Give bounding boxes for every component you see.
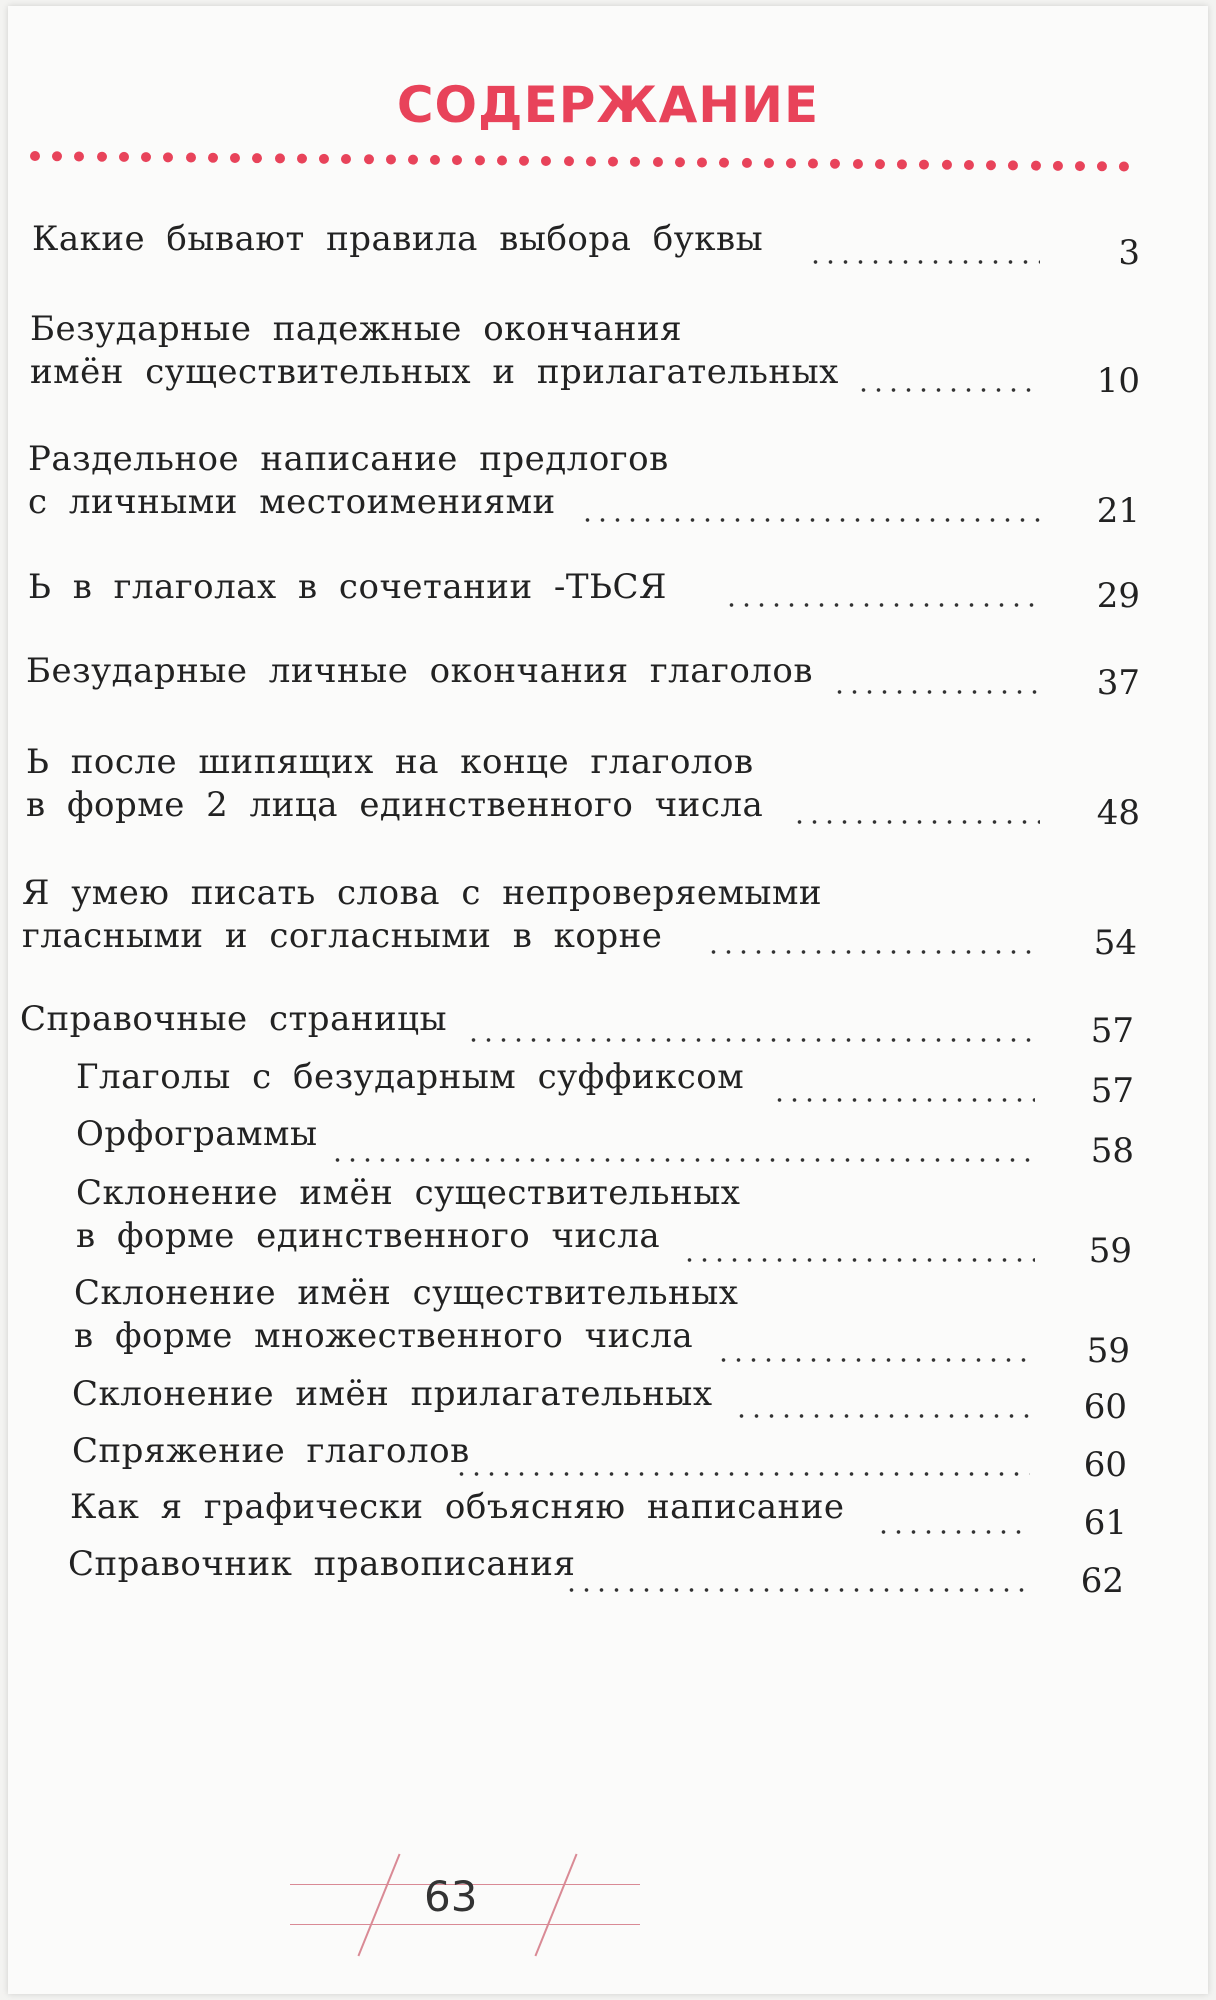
divider-dot bbox=[341, 154, 351, 164]
dot-leader bbox=[580, 518, 1040, 522]
divider-dot bbox=[497, 155, 507, 165]
toc-entry bbox=[72, 1373, 713, 1416]
toc-entry bbox=[70, 1486, 844, 1529]
toc-page-number: 61 bbox=[1083, 1503, 1127, 1543]
dot-leader bbox=[466, 1038, 1035, 1042]
dot-leader bbox=[808, 260, 1040, 264]
toc-entry bbox=[28, 566, 667, 609]
divider-dot bbox=[230, 153, 240, 163]
divider-dot bbox=[630, 157, 640, 167]
toc-page-number: 29 bbox=[1096, 576, 1140, 616]
toc-entry-title-line2: в форме множественного числа bbox=[74, 1316, 694, 1356]
toc-entry-title: Ь в глаголах в сочетании -ТЬСЯ bbox=[28, 567, 667, 607]
toc-entry-title: Склонение имён прилагательных bbox=[72, 1374, 713, 1414]
divider-dot bbox=[1030, 161, 1040, 171]
divider-dot bbox=[52, 151, 62, 161]
divider-dot bbox=[830, 159, 840, 169]
divider-dot bbox=[452, 155, 462, 165]
toc-entry bbox=[76, 1172, 740, 1258]
dot-leader bbox=[856, 388, 1040, 392]
divider-dot bbox=[430, 155, 440, 165]
toc-entry bbox=[74, 1272, 738, 1358]
toc-entry bbox=[22, 872, 822, 958]
divider-dot bbox=[652, 157, 662, 167]
divider-dot bbox=[30, 151, 40, 161]
toc-entry-title: Безударные падежные окончания bbox=[30, 309, 683, 349]
toc-entry-title: Справочник правописания bbox=[68, 1544, 576, 1584]
dot-leader bbox=[706, 950, 1035, 954]
toc-entry-title: Ь после шипящих на конце глаголов bbox=[26, 742, 754, 782]
toc-page-number: 3 bbox=[1118, 233, 1140, 273]
toc-entry bbox=[68, 1543, 575, 1586]
dot-leader bbox=[330, 1158, 1035, 1162]
divider-dot bbox=[697, 157, 707, 167]
divider-dot bbox=[519, 156, 529, 166]
divider-dot bbox=[897, 159, 907, 169]
divider-dot bbox=[808, 158, 818, 168]
toc-entry-title-line2: в форме единственного числа bbox=[76, 1216, 661, 1256]
toc-page-number: 59 bbox=[1088, 1231, 1132, 1271]
divider-dot bbox=[675, 157, 685, 167]
divider-dot bbox=[964, 160, 974, 170]
toc-entry bbox=[26, 650, 813, 693]
divider-dot bbox=[97, 152, 107, 162]
toc-page-number: 60 bbox=[1083, 1445, 1127, 1485]
toc-page-number: 57 bbox=[1090, 1071, 1134, 1111]
toc-entry bbox=[28, 438, 669, 524]
toc-page-number: 57 bbox=[1090, 1011, 1134, 1051]
dot-leader bbox=[832, 690, 1040, 694]
divider-dot bbox=[119, 152, 129, 162]
toc-entry-title: Орфограммы bbox=[76, 1114, 318, 1154]
toc-entry-title: Безударные личные окончания глаголов bbox=[26, 651, 814, 691]
toc-page-number: 58 bbox=[1090, 1131, 1134, 1171]
toc-entry-title: Склонение имён существительных bbox=[74, 1273, 739, 1313]
toc-entry-title: Спряжение глаголов bbox=[72, 1431, 470, 1471]
dot-leader bbox=[682, 1258, 1035, 1262]
toc-entry-title-line2: в форме 2 лица единственного числа bbox=[26, 785, 764, 825]
divider-dot bbox=[1119, 161, 1129, 171]
toc-page-number: 21 bbox=[1096, 491, 1140, 531]
toc-entry bbox=[32, 218, 763, 261]
divider-dot bbox=[853, 159, 863, 169]
toc-page-number: 10 bbox=[1096, 361, 1140, 401]
dot-leader bbox=[772, 1098, 1035, 1102]
toc-entry-title-line2: имён существительных и прилагательных bbox=[30, 352, 839, 392]
divider-dot bbox=[74, 151, 84, 161]
dot-leader bbox=[454, 1472, 1030, 1476]
divider-dot bbox=[741, 158, 751, 168]
toc-entry-title: Глаголы с безударным суффиксом bbox=[76, 1057, 745, 1097]
toc-entry bbox=[76, 1056, 744, 1099]
toc-page-number: 48 bbox=[1096, 793, 1140, 833]
divider-dot bbox=[1075, 161, 1085, 171]
toc-page-number: 59 bbox=[1086, 1331, 1130, 1371]
divider-dot bbox=[252, 153, 262, 163]
divider-dot bbox=[475, 155, 485, 165]
toc-entry-title: Раздельное написание предлогов bbox=[28, 439, 669, 479]
toc-entry bbox=[26, 741, 763, 827]
toc-entry bbox=[20, 998, 447, 1041]
divider-dot bbox=[608, 157, 618, 167]
divider-dot bbox=[786, 158, 796, 168]
divider-dot bbox=[986, 160, 996, 170]
toc-page-number: 62 bbox=[1080, 1561, 1124, 1601]
divider-dot bbox=[297, 154, 307, 164]
toc-entry-title-line2: гласными и согласными в корне bbox=[22, 916, 663, 956]
divider-dot bbox=[1053, 161, 1063, 171]
divider-dot bbox=[163, 152, 173, 162]
dot-leader bbox=[716, 1358, 1030, 1362]
toc-entry-title-line2: с личными местоимениями bbox=[28, 482, 556, 522]
dot-leader bbox=[734, 1414, 1030, 1418]
divider-dot bbox=[363, 154, 373, 164]
divider-dot bbox=[942, 160, 952, 170]
dot-leader bbox=[564, 1588, 1028, 1592]
toc-entry-title: Я умею писать слова с непроверяемыми bbox=[22, 873, 823, 913]
dot-leader bbox=[876, 1530, 1030, 1534]
toc-entry-title: Склонение имён существительных bbox=[76, 1173, 741, 1213]
page-title: СОДЕРЖАНИЕ bbox=[396, 76, 820, 134]
divider-dot bbox=[719, 158, 729, 168]
footer-rule bbox=[290, 1924, 640, 1925]
toc-page-number: 60 bbox=[1083, 1387, 1127, 1427]
toc-page-number: 37 bbox=[1096, 663, 1140, 703]
divider-dot bbox=[186, 152, 196, 162]
dot-leader bbox=[724, 603, 1040, 607]
dot-leader bbox=[792, 820, 1040, 824]
divider-dot bbox=[564, 156, 574, 166]
divider-dot bbox=[1008, 160, 1018, 170]
divider-dot bbox=[141, 152, 151, 162]
toc-entry bbox=[30, 308, 839, 394]
toc-entry-title: Какие бывают правила выбора буквы bbox=[32, 219, 764, 259]
divider-dot bbox=[319, 154, 329, 164]
toc-page-number: 54 bbox=[1093, 923, 1137, 963]
divider-dot bbox=[208, 153, 218, 163]
divider-dot bbox=[875, 159, 885, 169]
divider-dot bbox=[919, 160, 929, 170]
toc-entry-title: Справочные страницы bbox=[20, 999, 448, 1039]
divider-dot bbox=[408, 155, 418, 165]
toc-entry bbox=[76, 1113, 318, 1156]
divider-dot bbox=[386, 154, 396, 164]
divider-dot bbox=[586, 156, 596, 166]
toc-entry bbox=[72, 1430, 470, 1473]
divider-dot bbox=[541, 156, 551, 166]
divider-dot bbox=[1097, 161, 1107, 171]
toc-entry-title: Как я графически объясняю написание bbox=[70, 1487, 845, 1527]
divider-dot bbox=[275, 153, 285, 163]
divider-dot bbox=[764, 158, 774, 168]
page-number: 63 bbox=[424, 1872, 478, 1921]
